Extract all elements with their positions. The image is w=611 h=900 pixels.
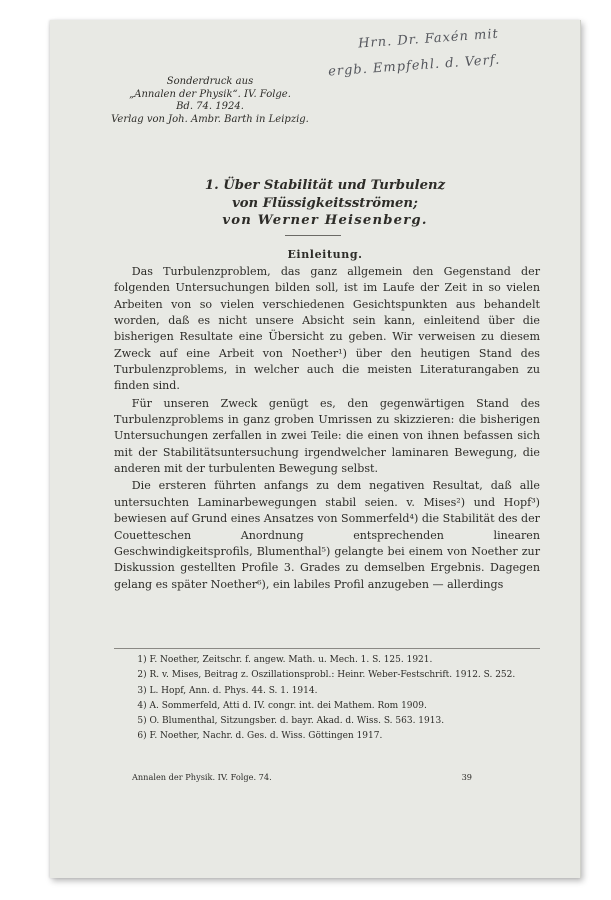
imprint-line-3: Bd. 74. 1924. xyxy=(176,101,244,113)
imprint-line-4: Verlag von Joh. Ambr. Barth in Leipzig. xyxy=(111,113,309,125)
footnote-5: 5) O. Blumenthal, Sitzungsber. d. bayr. Akad. d. Wiss. S. 563. 1913. xyxy=(137,716,445,727)
footer-journal: Annalen der Physik. IV. Folge. 74. xyxy=(132,772,272,782)
footnote-6: 6) F. Noether, Nachr. d. Ges. d. Wiss. Göttingen 1917. xyxy=(137,731,383,742)
offprint-imprint xyxy=(100,76,320,126)
footnotes xyxy=(114,653,540,745)
footer-signature: 39 xyxy=(461,772,472,782)
title-author: von Werner Heisenberg. xyxy=(222,213,428,228)
body-text xyxy=(114,264,540,593)
paragraph-1: Das Turbulenzproblem, das ganz allgemein den Gegenstand der folgenden Untersuchungen bilden soll, ist im Laufe der Zeit in so vielen Arbeiten von so vielen verschiedenen Gesichtspunkten aus behandelt worden, daß es nicht unsere Absicht sein kann, einleitend über die bisherigen Resultate eine Übersicht zu geben. Wir verweisen zu diesem Zweck auf eine Arbeit von Noether¹) über den heutigen Stand des Turbulenzproblems, in welcher auch die meisten Literaturangaben zu finden sind. xyxy=(114,265,540,393)
imprint-line-2: „Annalen der Physik“. IV. Folge. xyxy=(129,88,291,100)
footnote-3: 3) L. Hopf, Ann. d. Phys. 44. S. 1. 1914. xyxy=(137,685,318,696)
footnote-1: 1) F. Noether, Zeitschr. f. angew. Math. u. Mech. 1. S. 125. 1921. xyxy=(137,655,433,665)
footnote-2: 2) R. v. Mises, Beitrag z. Oszillationsprobl.: Heinr. Weber-Festschrift. 1912. S. 252. xyxy=(137,670,516,681)
title-divider xyxy=(285,235,341,236)
dedication-line-1: Hrn. Dr. Faxén mit xyxy=(357,26,500,52)
article-title xyxy=(90,177,560,230)
handwritten-dedication xyxy=(314,26,544,90)
paragraph-2: Für unseren Zweck genügt es, den gegenwärtigen Stand des Turbulenzproblems in ganz groben Umrissen zu skizzieren: die bisherigen Untersuchungen zerfallen in zwei Teile: die einen von ihnen befassen sich mit der Stabilitätsuntersuchung irgendwelcher laminaren Bewegung, die anderen mit der turbulenten Bewegung selbst. xyxy=(114,396,540,476)
document-page xyxy=(50,20,581,878)
running-footer xyxy=(132,772,472,782)
paragraph-3: Die ersteren führten anfangs zu dem negativen Resultat, daß alle untersuchten Laminarbewegungen stabil seien. v. Mises²) und Hopf³) bewiesen auf Grund eines Ansatzes von Sommerfeld⁴) die Stabilität des der Couetteschen Anordnung entsprechenden linearen Geschwindigkeitsprofils, Blumenthal⁵) gelangte bei einem von Noether zur Diskussion gestellten Profile 3. Grades zu demselben Ergebnis. Dagegen gelang es später Noether⁶), ein labiles Profil anzugeben — allerdings xyxy=(114,479,540,591)
dedication-line-2: ergb. Empfehl. d. Verf. xyxy=(327,52,501,80)
footnote-4: 4) A. Sommerfeld, Atti d. IV. congr. int. dei Mathem. Rom 1909. xyxy=(137,700,427,711)
title-line-2: von Flüssigkeitsströmen; xyxy=(232,195,418,211)
footnote-rule xyxy=(114,648,540,649)
section-heading: Einleitung. xyxy=(287,248,363,261)
title-line-1: 1. Über Stabilität und Turbulenz xyxy=(204,178,446,193)
imprint-line-1: Sonderdruck aus xyxy=(166,76,254,87)
